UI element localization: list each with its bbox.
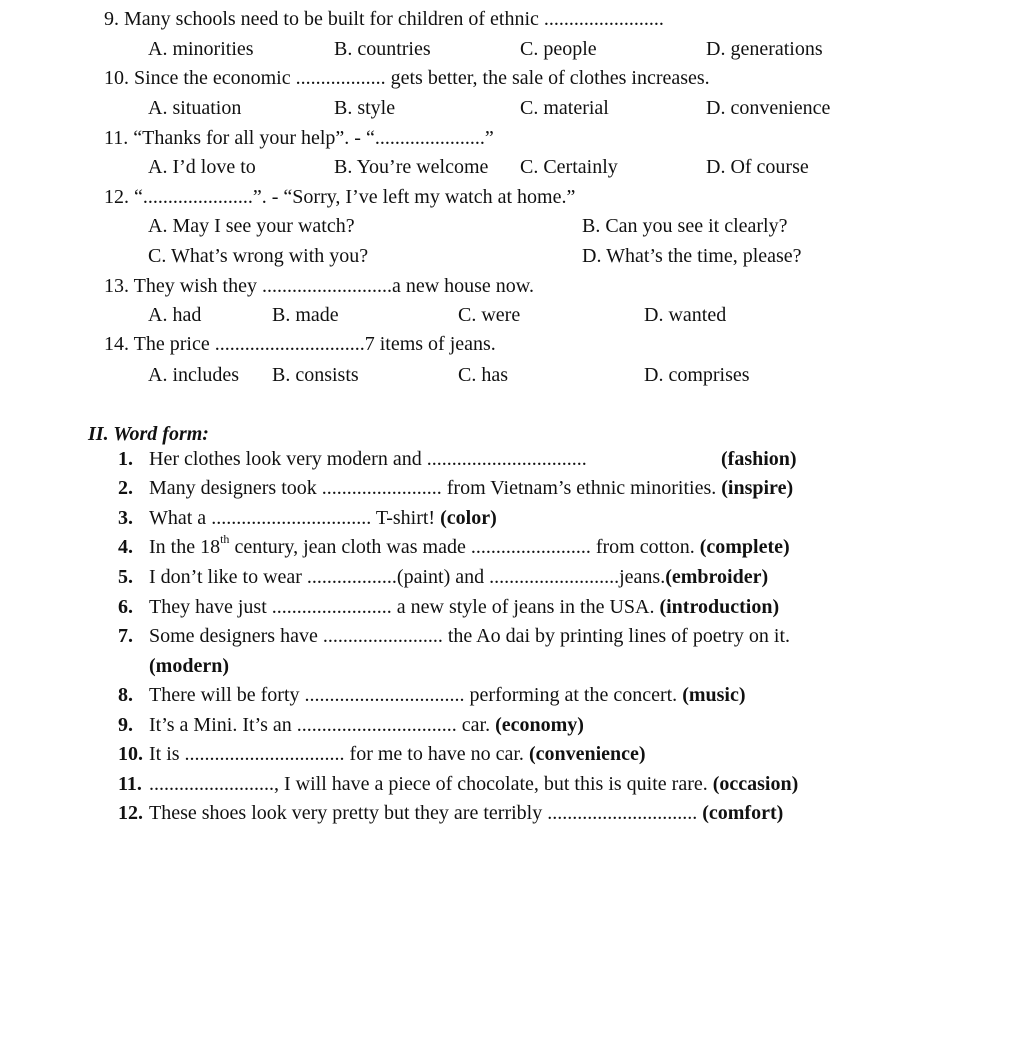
word-form-item-2 (118, 476, 793, 500)
item-text: There will be forty ................................ performing at the concert. (149, 684, 678, 706)
question-14-option-a: A. includes (148, 364, 240, 386)
item-number: 5. (118, 566, 133, 588)
item-hint: (occasion) (712, 773, 799, 795)
item-hint: (comfort) (702, 802, 784, 824)
item-text: ........................., I will have a piece of chocolate, but this is quite rare. (149, 773, 708, 795)
item-hint: (music) (682, 684, 746, 706)
question-10-option-d: D. convenience (706, 97, 831, 119)
question-13-stem: 13. They wish they ..........................a new house now. (104, 275, 534, 297)
item-hint: (introduction) (659, 596, 780, 618)
question-10-option-b: B. style (334, 97, 396, 119)
item-text: They have just ........................ a new style of jeans in the USA. (149, 596, 655, 618)
item-number: 11. (118, 773, 142, 795)
word-form-item-6 (118, 595, 779, 619)
item-text: What a ................................ T-shirt! (149, 507, 436, 529)
question-12-option-b: B. Can you see it clearly? (582, 215, 788, 237)
question-13-option-a: A. had (148, 304, 202, 326)
item-text: It’s a Mini. It’s an ................................ car. (149, 714, 491, 736)
question-11-option-a: A. I’d love to (148, 156, 256, 178)
word-form-item-4 (118, 532, 790, 559)
question-9-option-d: D. generations (706, 38, 823, 60)
question-14-option-b: B. consists (272, 364, 359, 386)
item-text: These shoes look very pretty but they are terribly .............................. (149, 802, 698, 824)
question-9-option-a: A. minorities (148, 38, 254, 60)
question-12-stem: 12. “......................”. - “Sorry, I’ve left my watch at home.” (104, 186, 576, 208)
question-10-option-c: C. material (520, 97, 609, 119)
item-text: It is ................................ for me to have no car. (149, 743, 524, 765)
word-form-item-10 (118, 742, 646, 766)
question-10-stem: 10. Since the economic .................. gets better, the sale of clothes increases. (104, 67, 710, 89)
item-hint: (inspire) (721, 477, 794, 499)
word-form-item-3 (118, 506, 497, 530)
word-form-item-5 (118, 565, 768, 589)
word-form-item-9 (118, 713, 584, 737)
word-form-item-12 (118, 801, 783, 825)
item-number: 3. (118, 507, 133, 529)
item-hint: (economy) (495, 714, 584, 736)
question-12-option-c: C. What’s wrong with you? (148, 245, 369, 267)
word-form-item-11 (118, 772, 798, 796)
word-form-item-7 (118, 624, 790, 648)
question-9-stem: 9. Many schools need to be built for children of ethnic ........................ (104, 8, 664, 30)
question-12-option-a: A. May I see your watch? (148, 215, 355, 237)
item-number: 6. (118, 596, 133, 618)
item-number: 1. (118, 448, 133, 470)
item-number: 4. (118, 536, 133, 558)
item-number: 2. (118, 477, 133, 499)
word-form-item-1 (118, 447, 587, 471)
item-text-b: century, jean cloth was made ........................ from cotton. (229, 536, 695, 558)
word-form-item-8 (118, 683, 746, 707)
item-hint: (color) (440, 507, 497, 529)
item-text-a: In the 18 (149, 536, 221, 558)
question-13-option-d: D. wanted (644, 304, 727, 326)
question-14-option-c: C. has (458, 364, 508, 386)
question-14-stem: 14. The price ..............................7 items of jeans. (104, 333, 496, 355)
item-hint: (embroider) (665, 566, 769, 588)
question-13-option-c: C. were (458, 304, 521, 326)
item-text: Her clothes look very modern and ................................ (149, 448, 587, 470)
question-9-option-b: B. countries (334, 38, 431, 60)
item-text: I don’t like to wear ..................(paint) and ..........................jeans. (149, 566, 666, 588)
item-number: 10. (118, 743, 143, 765)
item-hint: (convenience) (528, 743, 646, 765)
question-11-option-b: B. You’re welcome (334, 156, 489, 178)
question-13-option-b: B. made (272, 304, 339, 326)
item-number: 8. (118, 684, 133, 706)
question-11-option-d: D. Of course (706, 156, 809, 178)
word-form-hint-7: (modern) (149, 655, 229, 677)
item-number: 12. (118, 802, 143, 824)
item-hint: (complete) (699, 536, 790, 558)
word-form-hint-1: (fashion) (721, 448, 797, 470)
item-number: 7. (118, 625, 133, 647)
question-11-stem: 11. “Thanks for all your help”. - “......................” (104, 127, 494, 149)
question-10-option-a: A. situation (148, 97, 242, 119)
question-11-option-c: C. Certainly (520, 156, 618, 178)
item-superscript: th (220, 532, 230, 547)
question-9-option-c: C. people (520, 38, 597, 60)
question-12-option-d: D. What’s the time, please? (582, 245, 802, 267)
item-text: Many designers took ........................ from Vietnam’s ethnic minorities. (149, 477, 717, 499)
item-text: Some designers have ........................ the Ao dai by printing lines of poetry on it. (149, 625, 791, 647)
section-heading: II. Word form: (88, 423, 209, 445)
item-number: 9. (118, 714, 133, 736)
question-14-option-d: D. comprises (644, 364, 750, 386)
